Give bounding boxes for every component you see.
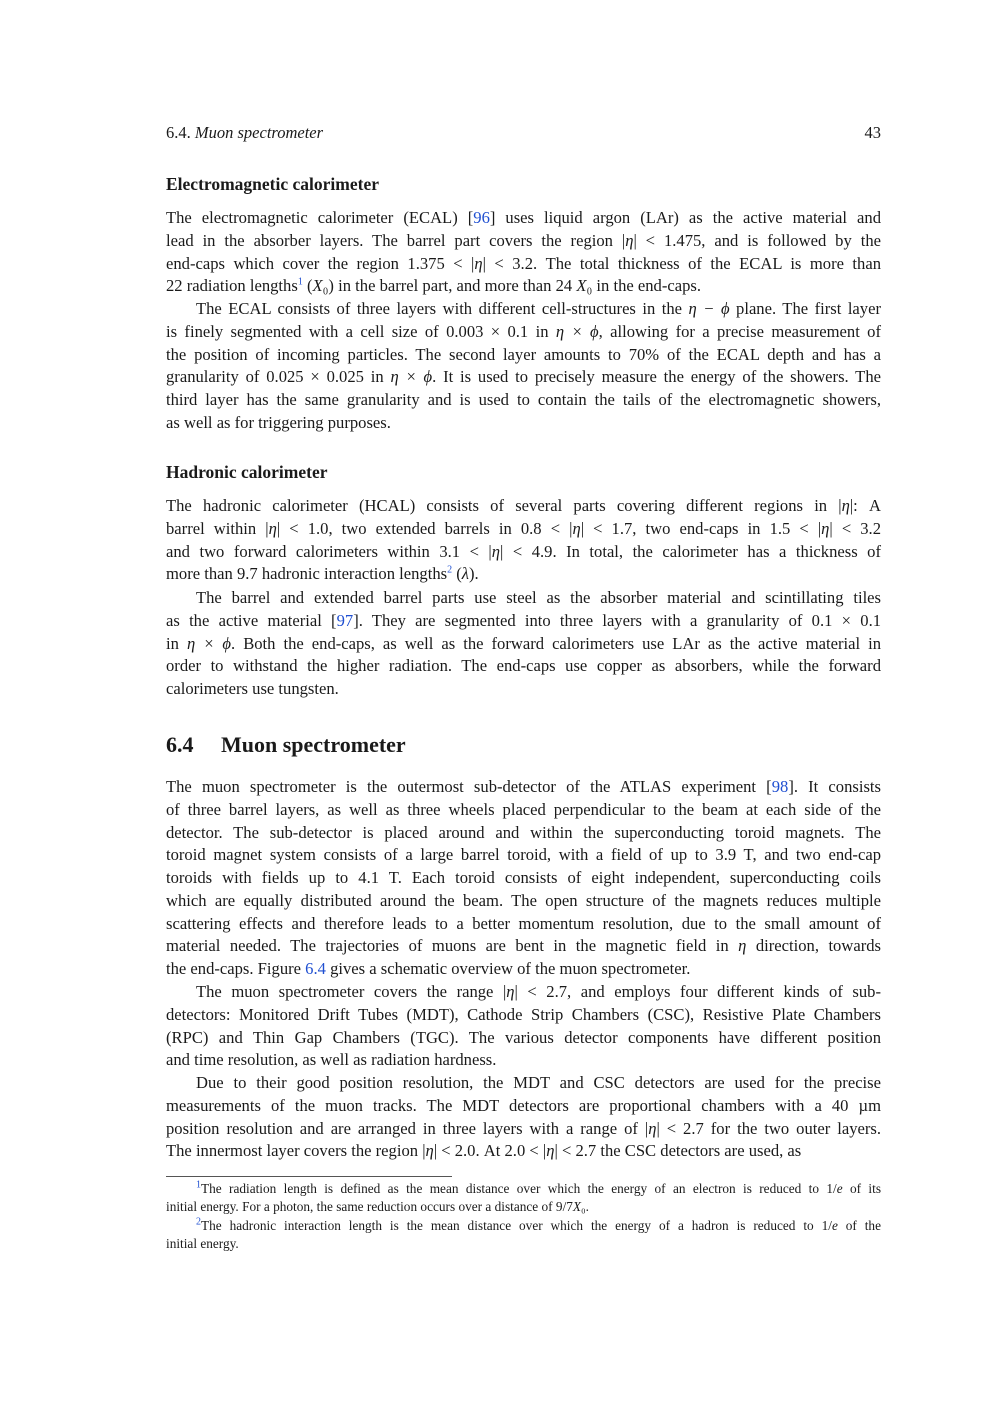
text: initial energy. For a photon, the same reduction occurs over a distance of 9/7: [166, 1199, 573, 1215]
section-number: 6.4.: [166, 123, 191, 142]
text: barrel within |: [166, 518, 269, 538]
text: The muon spectrometer covers the range |: [196, 982, 507, 1001]
text-line: [166, 321, 881, 344]
text-line: [166, 344, 881, 367]
text-line: [166, 678, 881, 701]
text-line: [166, 412, 881, 435]
text: as well as for triggering purposes.: [166, 412, 391, 432]
text: which are equally distributed around the beam. The open structure of the magnets reduces multiple: [166, 890, 881, 910]
text-line: [166, 776, 881, 799]
text: The muon spectrometer is the outermost sub-detector of the ATLAS experiment [: [166, 777, 772, 796]
text-line: [166, 913, 881, 936]
text: and time resolution, as well as radiation hardness.: [166, 1050, 497, 1070]
text-line: [166, 1217, 881, 1235]
footnote: [166, 1217, 881, 1254]
footnotes: [166, 1180, 881, 1253]
text: The innermost layer covers the region |: [166, 1141, 426, 1161]
text: | < 2.0. At 2.0 < |: [433, 1141, 547, 1161]
text: ] uses liquid argon (LAr) as the active material and: [489, 208, 882, 227]
text: of three barrel layers, as well as three wheels placed perpendicular to the beam at each side of the: [166, 799, 881, 819]
footnote-marker[interactable]: 2: [447, 564, 453, 576]
text-line: [166, 275, 881, 298]
text: | < 1.0, two extended barrels in 0.8 < |: [276, 518, 573, 538]
text: | < 1.475, and is followed by the: [633, 230, 881, 250]
text: , allowing for a precise measurement of: [598, 321, 882, 341]
text: scattering effects and therefore leads to a better momentum resolution, due to the small amount of: [166, 913, 881, 933]
text-line: [166, 1180, 881, 1198]
math-text: e: [836, 1181, 843, 1196]
footnote-rule: [166, 1176, 452, 1177]
text: measurements of the muon tracks. The MDT detectors are proportional chambers with a 40 µm: [166, 1095, 881, 1115]
section-heading: [166, 731, 881, 759]
text-line: [166, 1004, 881, 1027]
running-header: [166, 122, 881, 144]
reference-link[interactable]: 6.4: [305, 959, 326, 978]
text-line: [166, 799, 881, 822]
text: | < 3.2: [829, 518, 882, 538]
text: ₀) in the barrel part, and more than 24: [322, 276, 577, 296]
paragraph: [166, 587, 881, 701]
text: | < 2.7 the CSC detectors are used, as: [554, 1141, 802, 1161]
section-heading-number: 6.4: [166, 732, 194, 757]
paragraph: [166, 298, 881, 435]
math-text: λ: [461, 564, 469, 584]
text: . It is used to precisely measure the energy of the showers. The: [432, 367, 881, 387]
text-line: [166, 1198, 881, 1216]
text-line: [166, 867, 881, 890]
running-header-section: [166, 122, 323, 144]
math-text: η: [841, 496, 850, 515]
paragraph: [166, 981, 881, 1072]
text: of the: [837, 1217, 881, 1233]
footnote-marker[interactable]: 1: [196, 1179, 201, 1191]
math-text: η × ϕ: [186, 633, 232, 653]
text: lead in the absorber layers. The barrel part covers the region |: [166, 230, 626, 250]
text: The hadronic interaction length is the mean distance over which the energy of a hadron is reduced to 1/: [201, 1217, 832, 1233]
text-line: [166, 563, 881, 586]
text-line: [166, 298, 881, 321]
math-text: η: [648, 1118, 657, 1138]
math-text: η: [738, 936, 747, 956]
math-text: η: [425, 1141, 434, 1161]
text: of its: [842, 1181, 881, 1196]
text: Due to their good position resolution, the MDT and CSC detectors are used for the precise: [196, 1073, 881, 1092]
text-line: [166, 655, 881, 678]
text: | < 2.7, and employs four different kinds of sub-: [514, 982, 881, 1001]
text: ).: [468, 564, 479, 584]
reference-link[interactable]: 96: [473, 208, 490, 227]
footnote-marker[interactable]: 2: [196, 1216, 201, 1228]
text: | < 4.9. In total, the calorimeter has a thickness of: [500, 541, 881, 561]
text: The barrel and extended barrel parts use steel as the absorber material and scintillating tiles: [196, 588, 881, 607]
math-text: η − ϕ: [688, 299, 730, 318]
text-line: [166, 844, 881, 867]
text: | < 2.7 for the two outer layers.: [656, 1118, 881, 1138]
text-line: [166, 541, 881, 564]
text: The ECAL consists of three layers with different cell-structures in the: [196, 299, 689, 318]
math-text: η: [491, 541, 500, 561]
text: in: [166, 633, 187, 653]
text: granularity of 0.025 × 0.025 in: [166, 367, 391, 387]
text-line: [166, 207, 881, 230]
text: | < 1.7, two end-caps in 1.5 < |: [580, 518, 822, 538]
footnote-marker[interactable]: 1: [297, 276, 303, 288]
text: The electromagnetic calorimeter (ECAL) [: [166, 208, 474, 227]
text-line: [166, 1095, 881, 1118]
section-title: Muon spectrometer: [194, 123, 324, 142]
text-line: [166, 1049, 881, 1072]
reference-link[interactable]: 97: [336, 610, 354, 630]
text: ₀ in the end-caps.: [586, 276, 701, 296]
text: gives a schematic overview of the muon spectrometer.: [325, 959, 691, 978]
text: end-caps which cover the region 1.375 < |: [166, 253, 475, 273]
text-line: [166, 890, 881, 913]
text-line: [166, 1140, 881, 1163]
text: calorimeters use tungsten.: [166, 679, 339, 698]
text: detector. The sub-detector is placed around and within the superconducting toroid magnets. The: [166, 822, 881, 842]
text: position resolution and are arranged in three layers with a range of |: [166, 1118, 649, 1138]
text: third layer has the same granularity and is used to contain the tails of the electromagnetic showers,: [166, 390, 881, 409]
text: The radiation length is defined as the mean distance over which the energy of an electron is reduced to 1/: [201, 1181, 837, 1196]
text-line: [166, 253, 881, 276]
text-line: [166, 587, 881, 610]
math-text: η: [625, 230, 634, 250]
math-text: η × ϕ: [555, 321, 599, 341]
paragraph: [166, 495, 881, 586]
math-text: e: [831, 1217, 838, 1233]
text: toroids with fields up to 4.1 T. Each toroid consists of eight independent, superconducting coils: [166, 868, 881, 887]
math-text: X: [572, 1199, 582, 1215]
subsection-heading: Electromagnetic calorimeter: [166, 174, 379, 194]
page-number: 43: [864, 123, 881, 142]
paragraph: [166, 1072, 881, 1163]
section-heading-title: Muon spectrometer: [221, 732, 406, 757]
text: . Both the end-caps, as well as the forward calorimeters use LAr as the active material in: [231, 633, 881, 653]
text-line: [166, 1027, 881, 1050]
text: as the active material [: [166, 610, 337, 630]
text: | < 3.2. The total thickness of the ECAL is more than: [482, 253, 882, 273]
text: material needed. The trajectories of muons are bent in the magnetic field in: [166, 936, 739, 956]
math-text: η: [268, 518, 277, 538]
text: initial energy.: [166, 1235, 239, 1251]
text-line: [166, 389, 881, 412]
text: and two forward calorimeters within 3.1 < |: [166, 541, 492, 561]
text: ]. It consists: [788, 777, 881, 796]
text: 22 radiation lengths: [166, 276, 298, 296]
text: more than 9.7 hadronic interaction lengths: [166, 564, 448, 584]
text: plane. The first layer: [729, 299, 881, 318]
text-line: [166, 518, 881, 541]
text: is finely segmented with a cell size of 0.003 × 0.1 in: [166, 321, 556, 341]
text: order to withstand the higher radiation. The end-caps use copper as absorbers, while the forward: [166, 656, 881, 676]
reference-link[interactable]: 98: [771, 777, 789, 796]
text: |: A: [849, 496, 881, 515]
text-line: [166, 230, 881, 253]
text-line: [166, 822, 881, 845]
text-line: [166, 958, 881, 981]
math-text: η: [546, 1141, 555, 1161]
text: detectors: Monitored Drift Tubes (MDT), Cathode Strip Chambers (CSC), Resistive Plate Chambers: [166, 1004, 881, 1024]
text: The hadronic calorimeter (HCAL) consists of several parts covering different regions in |: [166, 496, 842, 515]
text: (: [452, 564, 462, 584]
text-line: [166, 610, 881, 633]
math-text: η: [474, 253, 483, 273]
text: ]. They are segmented into three layers with a granularity of 0.1 × 0.1: [353, 610, 882, 630]
text-line: [166, 1118, 881, 1141]
text: (RPC) and Thin Gap Chambers (TGC). The various detector components have different position: [166, 1027, 881, 1047]
text: the position of incoming particles. The second layer amounts to 70% of the ECAL depth and has a: [166, 344, 881, 364]
text-line: [166, 1235, 881, 1253]
text-line: [166, 981, 881, 1004]
paragraph: [166, 776, 881, 981]
text-line: [166, 935, 881, 958]
paragraph: [166, 207, 881, 298]
footnote: [166, 1180, 881, 1217]
math-text: η: [572, 518, 581, 538]
text: (: [302, 276, 313, 296]
math-text: η: [506, 982, 515, 1001]
math-text: X: [312, 276, 323, 296]
math-text: η × ϕ: [390, 367, 433, 387]
text: the end-caps. Figure: [166, 959, 306, 978]
text-line: [166, 633, 881, 656]
math-text: η: [821, 518, 830, 538]
text-line: [166, 495, 881, 518]
text: ₀.: [581, 1199, 590, 1215]
text-line: [166, 366, 881, 389]
text-line: [166, 1072, 881, 1095]
text: direction, towards: [746, 936, 881, 956]
text: toroid magnet system consists of a large barrel toroid, with a field of up to 3.9 T, and two end-cap: [166, 845, 881, 865]
subsection-heading: Hadronic calorimeter: [166, 462, 328, 482]
math-text: X: [576, 276, 587, 296]
